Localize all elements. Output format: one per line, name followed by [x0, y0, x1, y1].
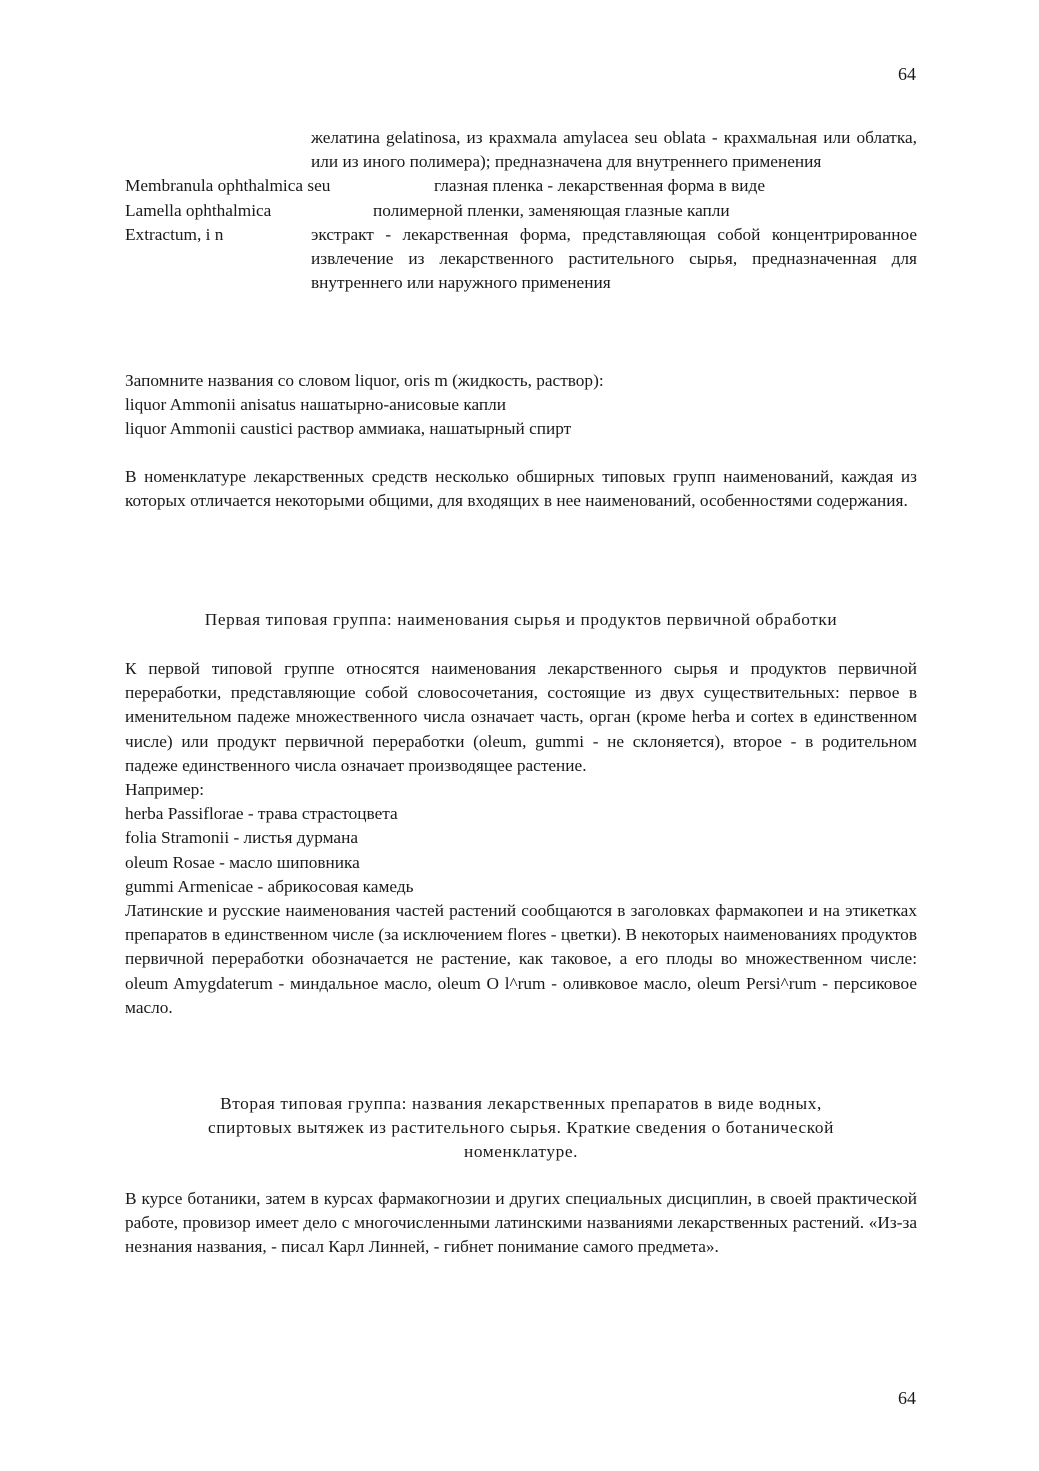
example-label: Например:	[125, 780, 205, 800]
extractum-term: Extractum, i n	[125, 224, 224, 244]
section2-text: В курсе ботаники, затем в курсах фармакогнозии и других специальных дисциплин, в своей практической работе, провизор имеет дело с многочисленными латинскими названиями лекарственных растений. «Из-за незнания названия, - писал Карл Линней, - гибнет понимание самого предмета».	[125, 1189, 917, 1257]
definition-continuation: желатина gelatinosa, из крахмала amylacea seu oblata - крахмальная или облатка, или из иного полимера); предназначена для внутреннего применения	[311, 128, 917, 172]
definitions-block	[125, 126, 917, 295]
section2-heading-line-1: Вторая типовая группа: названия лекарственных препаратов в виде водных,	[220, 1094, 822, 1113]
membranula-desc-1: глазная пленка - лекарственная форма в виде	[434, 176, 766, 196]
membranula-term-1: Membranula ophthalmica seu	[125, 176, 331, 196]
liquor-line-2: liquor Ammonii caustici раствор аммиака, нашатырный спирт	[125, 419, 572, 439]
membranula-row-2	[125, 199, 917, 223]
section1-body	[125, 657, 917, 1020]
nomenclature-paragraph	[125, 465, 917, 513]
list-item: folia Stramonii - листья дурмана	[125, 828, 359, 848]
section1-paragraph: К первой типовой группе относятся наименования лекарственного сырья и продуктов первичной переработки, представляющие собой словосочетания, состоящие из двух существительных: первое в именительном падеже множественного числа означает часть, орган (кроме herba и cortex в единственном числе) или продукт первичной переработки (oleum, gummi - не склоняется), второе - в родительном падеже единственного числа означает производящее растение.	[125, 659, 917, 775]
section1-heading: Первая типовая группа: наименования сырья и продуктов первичной обработки	[204, 610, 838, 629]
extractum-row	[125, 223, 917, 296]
section2-heading-line-2: спиртовых вытяжек из растительного сырья. Краткие сведения о ботанической	[208, 1118, 834, 1138]
liquor-line-1: liquor Ammonii anisatus нашатырно-анисовые капли	[125, 395, 507, 415]
membranula-row-1	[125, 174, 917, 198]
list-item: gummi Armenicae - абрикосовая камедь	[125, 876, 414, 896]
section1-paragraph-2: Латинские и русские наименования частей растений сообщаются в заголовках фармакопеи и на этикетках препаратов в единственном числе (за исключением flores - цветки). В некоторых наименованиях продуктов первичной переработки обозначается не растение, как таковое, а его плоды во множественном числе: oleum Amygdaterum - миндальное масло, oleum O l^rum - оливковое масло, oleum Persi^rum - персиковое масло.	[125, 901, 917, 1017]
extractum-desc: экстракт - лекарственная форма, представляющая собой концентрированное извлечение из лекарственного растительного сырья, предназначенная для внутреннего или наружного применения	[311, 224, 917, 293]
example-list	[125, 802, 917, 899]
liquor-block	[125, 369, 917, 442]
page-number-top: 64	[898, 64, 916, 84]
list-item: herba Passiflorae - трава страстоцвета	[125, 804, 398, 824]
section2-heading	[125, 1092, 917, 1165]
liquor-intro: Запомните названия со словом liquor, oris m (жидкость, раствор):	[125, 371, 604, 390]
membranula-term-2: Lamella ophthalmica	[125, 200, 272, 220]
section2-paragraph	[125, 1187, 917, 1260]
membranula-desc-2: полимерной пленки, заменяющая глазные капли	[373, 200, 730, 220]
page-number-bottom: 64	[898, 1388, 916, 1408]
nomenclature-text: В номенклатуре лекарственных средств несколько обширных типовых групп наименований, каждая из которых отличается некоторыми общими, для входящих в нее наименований, особенностями содержания.	[125, 467, 917, 511]
list-item: oleum Rosae - масло шиповника	[125, 852, 360, 872]
section2-heading-line-3: номенклатуре.	[463, 1142, 579, 1162]
